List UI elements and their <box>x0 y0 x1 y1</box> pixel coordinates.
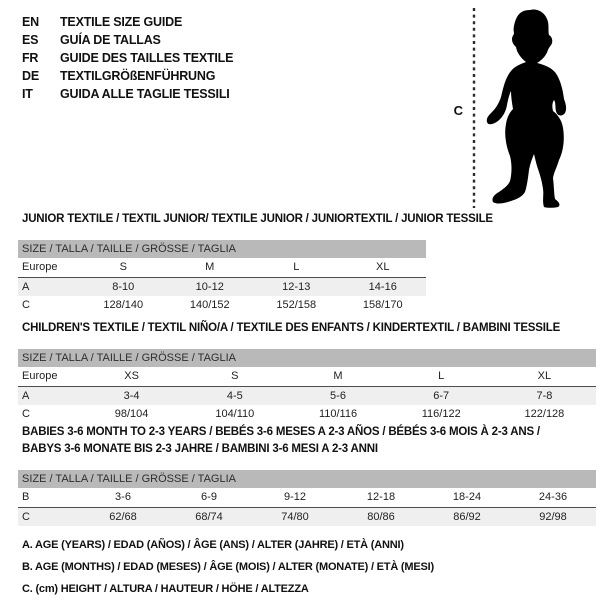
size-cell: 3-6 <box>115 491 131 503</box>
size-cell: M <box>205 261 215 273</box>
size-cell: 10-12 <box>195 281 224 293</box>
size-cell: S <box>231 370 239 382</box>
size-cell: 7-8 <box>536 390 553 402</box>
size-cell: 14-16 <box>368 281 397 293</box>
section-title <box>22 320 596 337</box>
size-table <box>18 349 596 424</box>
section-title-line: BABYS 3-6 MONATE BIS 2-3 JAHRE / BAMBINI 3-6 MESI A 2-3 ANNI <box>22 443 378 455</box>
section-title-line: CHILDREN'S TEXTILE / TEXTIL NIÑO/A / TEXTILE DES ENFANTS / KINDERTEXTIL / BAMBINI TESSILE <box>22 322 561 334</box>
row-label: C <box>22 408 30 420</box>
table-row-c <box>18 507 596 526</box>
footnote-b: B. AGE (MONTHS) / EDAD (MESES) / ÂGE (MOIS) / ALTER (MONATE) / ETÀ (MESI) <box>22 561 434 573</box>
size-cell: 18-24 <box>452 491 482 503</box>
language-list <box>22 13 233 103</box>
size-cell: 4-5 <box>226 390 243 402</box>
size-cell: XS <box>124 370 139 382</box>
language-code: EN <box>22 15 39 29</box>
size-cell: 62/68 <box>109 511 137 523</box>
size-cell: 3-4 <box>123 390 140 402</box>
row-label: C <box>22 511 30 523</box>
section-title <box>22 424 596 458</box>
footnote-a: A. AGE (YEARS) / EDAD (AÑOS) / ÂGE (ANS) / ALTER (JAHRE) / ETÀ (ANNI) <box>22 539 404 551</box>
size-cell: 6-7 <box>433 390 450 402</box>
language-code: DE <box>22 69 39 83</box>
size-cell: 122/128 <box>524 408 565 420</box>
height-figure <box>454 5 588 211</box>
language-code: IT <box>22 87 33 101</box>
size-cell: XL <box>376 261 390 273</box>
language-title: GUÍA DE TALLAS <box>60 33 161 47</box>
size-table <box>18 470 596 526</box>
size-cell: XL <box>537 370 552 382</box>
size-table-section <box>18 211 596 315</box>
height-measure-label: C <box>453 102 463 118</box>
size-header-band: SIZE / TALLA / TAILLE / GRÖSSE / TAGLIA <box>18 470 596 488</box>
row-label: Europe <box>22 261 58 273</box>
language-row-it <box>22 85 233 103</box>
language-title: GUIDE DES TAILLES TEXTILE <box>60 51 234 65</box>
size-cell: 74/80 <box>281 511 309 523</box>
row-label: Europe <box>22 370 58 382</box>
size-cell: M <box>333 370 343 382</box>
row-label: C <box>22 299 30 311</box>
table-row-a <box>18 386 596 405</box>
size-table-section <box>18 320 596 424</box>
size-cell: 158/170 <box>362 299 403 311</box>
size-cell: 12-13 <box>282 281 311 293</box>
table-row-c <box>18 296 426 315</box>
table-row-c <box>18 405 596 424</box>
row-label: B <box>22 491 30 503</box>
size-cell: 68/74 <box>195 511 223 523</box>
size-cell: 80/86 <box>367 511 395 523</box>
size-table <box>18 240 426 315</box>
section-title <box>22 211 596 228</box>
size-cell: 104/110 <box>215 408 255 420</box>
size-cell: 5-6 <box>330 390 346 402</box>
footnote-c: C. (cm) HEIGHT / ALTURA / HAUTEUR / HÖHE / ALTEZZA <box>22 583 309 595</box>
toddler-silhouette-path <box>487 10 566 208</box>
size-cell: S <box>119 261 127 273</box>
size-table-section <box>18 424 596 526</box>
size-cell: 6-9 <box>201 491 217 503</box>
language-row-es <box>22 31 233 49</box>
size-cell: 12-18 <box>366 491 396 503</box>
language-row-de <box>22 67 233 85</box>
size-header-band: SIZE / TALLA / TAILLE / GRÖSSE / TAGLIA <box>18 349 596 367</box>
size-cell: L <box>293 261 300 273</box>
language-row-en <box>22 13 233 31</box>
table-row-europe <box>18 367 596 386</box>
size-cell: 24-36 <box>538 491 568 503</box>
language-title: GUIDA ALLE TAGLIE TESSILI <box>60 87 230 101</box>
size-cell: 86/92 <box>453 511 481 523</box>
size-cell: 116/122 <box>421 408 461 420</box>
table-row-a <box>18 277 426 296</box>
language-title: TEXTILE SIZE GUIDE <box>60 15 183 29</box>
size-cell: 98/104 <box>114 408 149 420</box>
size-cell: 152/158 <box>276 299 317 311</box>
language-code: ES <box>22 33 39 47</box>
size-cell: 8-10 <box>112 281 135 293</box>
section-title-line: JUNIOR TEXTILE / TEXTIL JUNIOR/ TEXTILE JUNIOR / JUNIORTEXTIL / JUNIOR TESSILE <box>22 213 493 225</box>
size-cell: 110/116 <box>318 408 358 420</box>
row-label: A <box>22 281 30 293</box>
size-cell: 92/98 <box>539 511 567 523</box>
size-cell: 9-12 <box>283 491 307 503</box>
row-label: A <box>22 390 30 402</box>
toddler-silhouette <box>470 5 588 211</box>
section-title-line: BABIES 3-6 MONTH TO 2-3 YEARS / BEBÉS 3-6 MESES A 2-3 AÑOS / BÉBÉS 3-6 MOIS À 2-3 ANS / <box>22 426 540 438</box>
size-cell: 128/140 <box>103 299 144 311</box>
footnotes <box>22 534 434 600</box>
table-row-europe <box>18 258 426 277</box>
language-title: TEXTILGRÖßENFÜHRUNG <box>60 69 216 83</box>
language-code: FR <box>22 51 39 65</box>
size-header-band: SIZE / TALLA / TAILLE / GRÖSSE / TAGLIA <box>18 240 426 258</box>
language-row-fr <box>22 49 233 67</box>
size-cell: L <box>438 370 445 382</box>
table-row-b <box>18 488 596 507</box>
size-cell: 140/152 <box>189 299 230 311</box>
